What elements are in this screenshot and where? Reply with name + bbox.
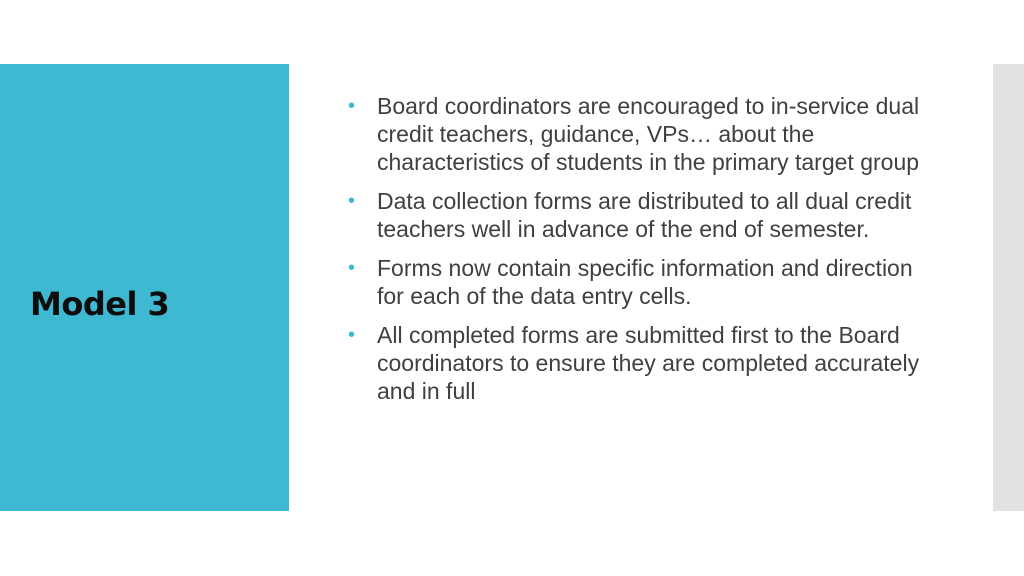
slide-title: Model 3	[30, 285, 170, 323]
bullet-item	[348, 321, 938, 405]
bullet-icon: •	[348, 190, 356, 212]
bullet-icon: •	[348, 257, 356, 279]
bullet-item	[348, 187, 938, 243]
bullet-icon: •	[348, 324, 356, 346]
side-strip	[993, 64, 1024, 511]
bullet-text: Board coordinators are encouraged to in-service dual credit teachers, guidance, VPs… about the characteristics of students in the primary target group	[377, 93, 920, 175]
title-panel	[0, 64, 289, 511]
bullet-list	[348, 92, 938, 416]
bullet-item	[348, 254, 938, 310]
bullet-text: Forms now contain specific information and direction for each of the data entry cells.	[377, 255, 913, 309]
bullet-item	[348, 92, 938, 176]
bullet-icon: •	[348, 95, 356, 117]
bullet-text: Data collection forms are distributed to all dual credit teachers well in advance of the end of semester.	[377, 188, 912, 242]
bullet-text: All completed forms are submitted first to the Board coordinators to ensure they are completed accurately and in full	[377, 322, 920, 404]
